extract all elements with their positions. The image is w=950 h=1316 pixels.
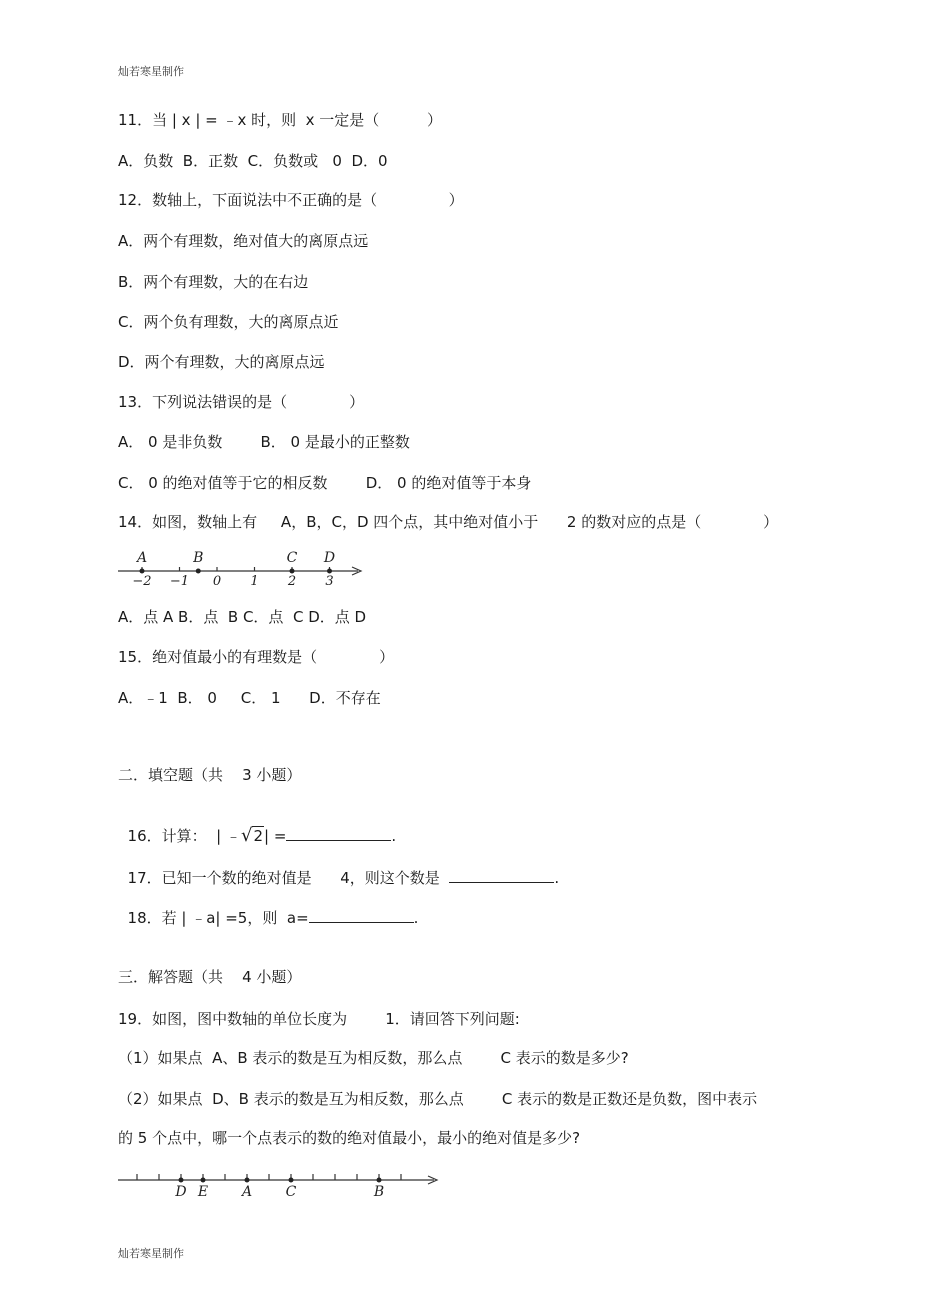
question-11-options: A．负数 B．正数 C．负数或 0 D．0 [118,152,388,170]
point-dot [327,569,332,574]
tick-label: 3 [325,574,334,589]
question-17-text: 17．已知一个数的绝对值是 4，则这个数是 [127,869,450,887]
question-14: 14．如图，数轴上有 A，B，C，D 四个点，其中绝对值小于 2 的数对应的点是（ ） [118,513,779,531]
question-19-part-2-cont: 的 5 个点中，哪一个点表示的数的绝对值最小，最小的绝对值是多少? [118,1129,581,1147]
question-12-option-d: D．两个有理数，大的离原点远 [118,353,325,371]
question-18-text: 18．若 | ﹣a| =5，则 a= [127,909,309,927]
question-19: 19．如图，图中数轴的单位长度为 1．请回答下列问题: [118,1010,520,1028]
period: . [554,869,560,887]
section-3-title: 三．解答题（共 4 小题） [118,968,302,986]
point-dot [201,1178,206,1183]
sqrt-expression [241,826,264,846]
page-header: 灿若寒星制作 [118,65,184,78]
question-16-suffix: | = [264,827,287,845]
number-line-figure-2 [112,1162,447,1202]
question-15: 15．绝对值最小的有理数是（ ） [118,648,395,666]
answer-blank-17[interactable] [449,868,554,883]
radical-sign: √ [241,825,253,846]
question-13: 13．下列说法错误的是（ ） [118,393,365,411]
point-dot [179,1178,184,1183]
point-dot [245,1178,250,1183]
period: . [413,909,419,927]
question-11: 11．当 | x | = ﹣x 时，则 x 一定是（ ） [118,111,442,129]
period: . [391,827,397,845]
question-12: 12．数轴上，下面说法中不正确的是（ ） [118,191,464,209]
question-14-options: A．点 A B．点 B C．点 C D．点 D [118,608,367,626]
tick-label: −2 [132,574,152,589]
question-16 [118,806,396,846]
tick-label: 2 [287,574,297,589]
question-17 [118,848,559,888]
point-label: E [197,1184,209,1200]
tick-label: −1 [169,574,190,589]
number-line-figure-1 [112,545,372,590]
question-19-part-2: （2）如果点 D、B 表示的数是互为相反数，那么点 C 表示的数是正数还是负数，图中表示 [118,1090,758,1108]
point-label: D [323,550,336,566]
point-label: C [285,1184,297,1200]
point-label: A [136,550,148,566]
point-label: C [286,550,298,566]
point-dot [290,569,295,574]
question-16-prefix: 16．计算： | ﹣ [127,827,241,845]
point-dot [140,569,145,574]
point-label: A [241,1184,253,1200]
section-2-title: 二．填空题（共 3 小题） [118,766,302,784]
question-12-option-b: B．两个有理数，大的在右边 [118,273,309,291]
point-dot [377,1178,382,1183]
answer-blank-18[interactable] [309,908,414,923]
question-13-options-ab: A． 0 是非负数 B． 0 是最小的正整数 [118,433,410,451]
question-12-option-c: C．两个负有理数，大的离原点近 [118,313,339,331]
radicand: 2 [253,827,264,845]
point-dot [289,1178,294,1183]
page-footer: 灿若寒星制作 [118,1247,184,1260]
point-label: B [193,550,204,566]
question-18 [118,888,418,928]
question-12-option-a: A．两个有理数，绝对值大的离原点远 [118,232,369,250]
tick-label: 0 [212,574,222,589]
answer-blank-16[interactable] [286,826,391,841]
tick-label: 1 [250,574,259,589]
point-label: D [175,1184,187,1200]
question-19-part-1: （1）如果点 A、B 表示的数是互为相反数，那么点 C 表示的数是多少? [118,1049,629,1067]
point-dot [196,569,201,574]
point-label: B [373,1184,385,1200]
question-15-options: A．﹣1 B． 0 C． 1 D．不存在 [118,689,381,707]
question-13-options-cd: C． 0 的绝对值等于它的相反数 D． 0 的绝对值等于本身 [118,474,532,492]
